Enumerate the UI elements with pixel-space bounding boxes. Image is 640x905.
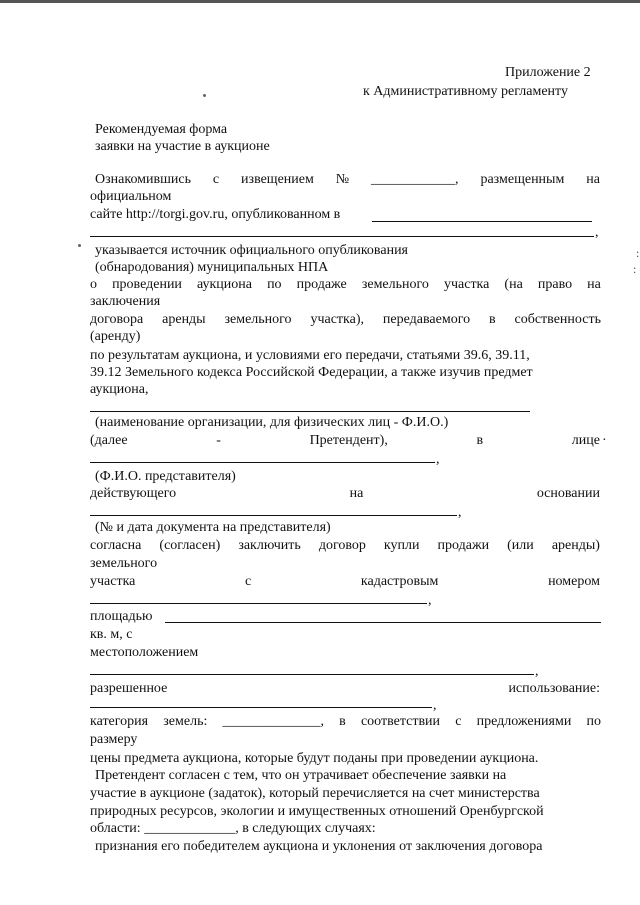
publication-date-blank xyxy=(372,221,592,222)
text-line: местоположением xyxy=(90,645,199,660)
text-line: природных ресурсов, экологии и имущественных отношений Оренбургской xyxy=(90,804,544,819)
text-line: действующего на основании xyxy=(90,486,600,501)
text-line: договора аренды земельного участка), передаваемого в собственность xyxy=(90,312,601,327)
word: на xyxy=(586,172,600,187)
comma: , xyxy=(433,698,437,713)
comma: , xyxy=(458,505,462,520)
text-line: указывается источник официального опубликования xyxy=(95,243,408,258)
comma: , xyxy=(595,225,599,240)
notice-line xyxy=(95,171,600,188)
location-blank xyxy=(90,674,534,675)
form-title-line2: заявки на участие в аукционе xyxy=(95,139,270,154)
text-line: о проведении аукциона по продаже земельного участка (на право на xyxy=(90,277,601,292)
publication-source-blank xyxy=(90,236,594,237)
field-hint: (№ и дата документа на представителя) xyxy=(95,520,331,535)
text-line: участка с кадастровым номером xyxy=(90,574,600,589)
appendix-regulation: к Административному регламенту xyxy=(363,84,568,99)
text-line: 39.12 Земельного кодекса Российской Федерации, а также изучив предмет xyxy=(90,365,533,380)
text-line: аукциона, xyxy=(90,382,149,397)
cadastral-number-blank xyxy=(90,603,427,604)
text-line: согласна (согласен) заключить договор купли продажи (или аренды) xyxy=(90,538,600,553)
scan-speck xyxy=(203,94,206,97)
scan-speck xyxy=(78,244,81,247)
text-line: (аренду) xyxy=(90,329,141,344)
area-blank xyxy=(165,622,601,623)
comma: , xyxy=(535,664,539,679)
form-title-line1: Рекомендуемая форма xyxy=(95,122,228,137)
notice-number-blank: ____________, xyxy=(371,172,459,187)
word: № xyxy=(335,172,350,187)
word: Ознакомившись xyxy=(95,172,192,187)
applicant-name-blank xyxy=(90,411,530,412)
text-line: Претендент согласен с тем, что он утрачивает обеспечение заявки на xyxy=(95,768,507,783)
word: размещенным xyxy=(480,172,565,187)
basis-document-blank xyxy=(90,515,457,516)
text-line: заключения xyxy=(90,294,161,309)
text-line: участие в аукционе (задаток), который перечисляется на счет министерства xyxy=(90,786,540,801)
text-line: площадью xyxy=(90,609,153,624)
word: извещением xyxy=(241,172,314,187)
text-line: признания его победителем аукциона и уклонения от заключения договора xyxy=(95,839,543,854)
text-line: земельного xyxy=(90,556,158,571)
scan-dot: · xyxy=(602,433,607,448)
scan-top-edge xyxy=(0,0,640,3)
permitted-use-blank xyxy=(90,707,432,708)
land-category-blank: ______________, xyxy=(222,714,324,729)
text-line: размеру xyxy=(90,732,138,747)
appendix-number: Приложение 2 xyxy=(505,65,591,80)
scan-margin-mark: : xyxy=(633,262,637,276)
comma: , xyxy=(436,452,440,467)
representative-name-blank xyxy=(90,462,435,463)
text-line: категория земель: ______________, в соответствии с предложениями по xyxy=(90,714,601,729)
text-line: цены предмета аукциона, которые будут поданы при проведении аукциона. xyxy=(90,751,539,766)
text-line: по результатам аукциона, и условиями его передачи, статьями 39.6, 39.11, xyxy=(90,348,530,363)
scan-margin-mark: : xyxy=(636,246,640,260)
word: с xyxy=(212,172,220,187)
text-line: разрешенное использование: xyxy=(90,681,600,696)
text-line: (обнародования) муниципальных НПА xyxy=(95,260,329,275)
comma: , xyxy=(428,593,432,608)
text-line: (далее - Претендент), в лице xyxy=(90,433,600,448)
text-line: кв. м, с xyxy=(90,627,133,642)
field-hint: (Ф.И.О. представителя) xyxy=(95,469,236,484)
text-line: сайте http://torgi.gov.ru, опубликованном в xyxy=(90,207,341,222)
text-line: официальном xyxy=(90,189,172,204)
text-line: области: _____________, в следующих случаях: xyxy=(90,821,376,836)
field-hint: (наименование организации, для физических лиц - Ф.И.О.) xyxy=(95,415,449,430)
